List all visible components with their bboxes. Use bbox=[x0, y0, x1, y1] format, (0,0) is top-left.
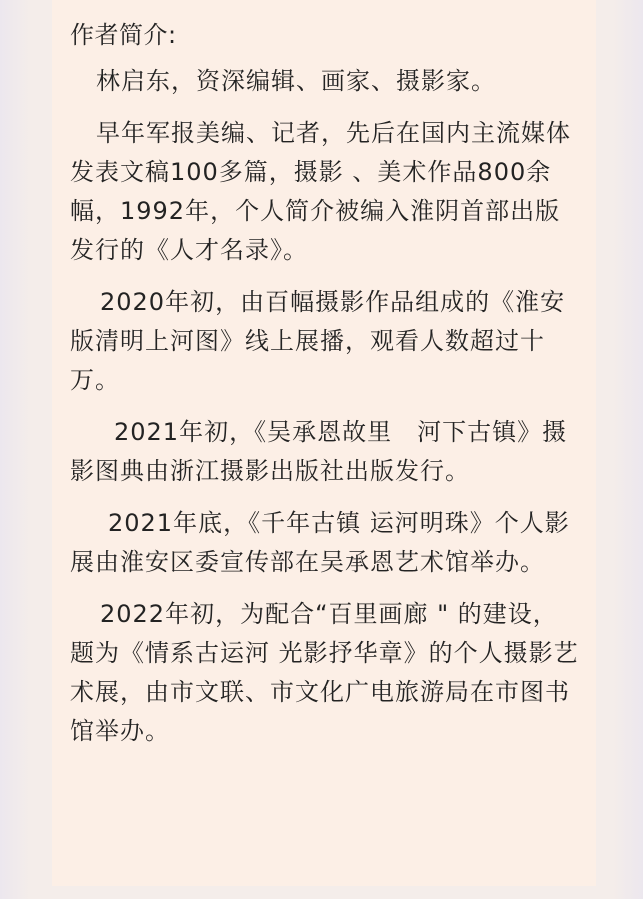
author-bio-card bbox=[52, 0, 596, 886]
bio-paragraph-early-career: 早年军报美编、记者，先后在国内主流媒体发表文稿100多篇，摄影 、美术作品800余幅，1992年，个人简介被编入淮阴首部出版发行的《人才名录》。 bbox=[70, 119, 571, 264]
bio-heading: 作者简介: bbox=[70, 21, 177, 49]
bio-paragraph-2020: 2020年初，由百幅摄影作品组成的《淮安版清明上河图》线上展播，观看人数超过十万。 bbox=[70, 288, 566, 394]
bio-paragraph-intro: 林启东，资深编辑、画家、摄影家。 bbox=[96, 67, 496, 95]
bio-paragraph-2021-exhibition: 2021年底，《千年古镇 运河明珠》个人影展由淮安区委宣传部在吴承恩艺术馆举办。 bbox=[70, 509, 570, 576]
bio-paragraph-2022: 2022年初，为配合“百里画廊 " 的建设，题为《情系古运河 光影抒华章》的个人摄影艺术展，由市文联、市文化广电旅游局在市图书馆举办。 bbox=[70, 600, 579, 745]
bio-paragraph-2021-book: 2021年初，《吴承恩故里 河下古镇》摄影图典由浙江摄影出版社出版发行。 bbox=[70, 418, 568, 485]
